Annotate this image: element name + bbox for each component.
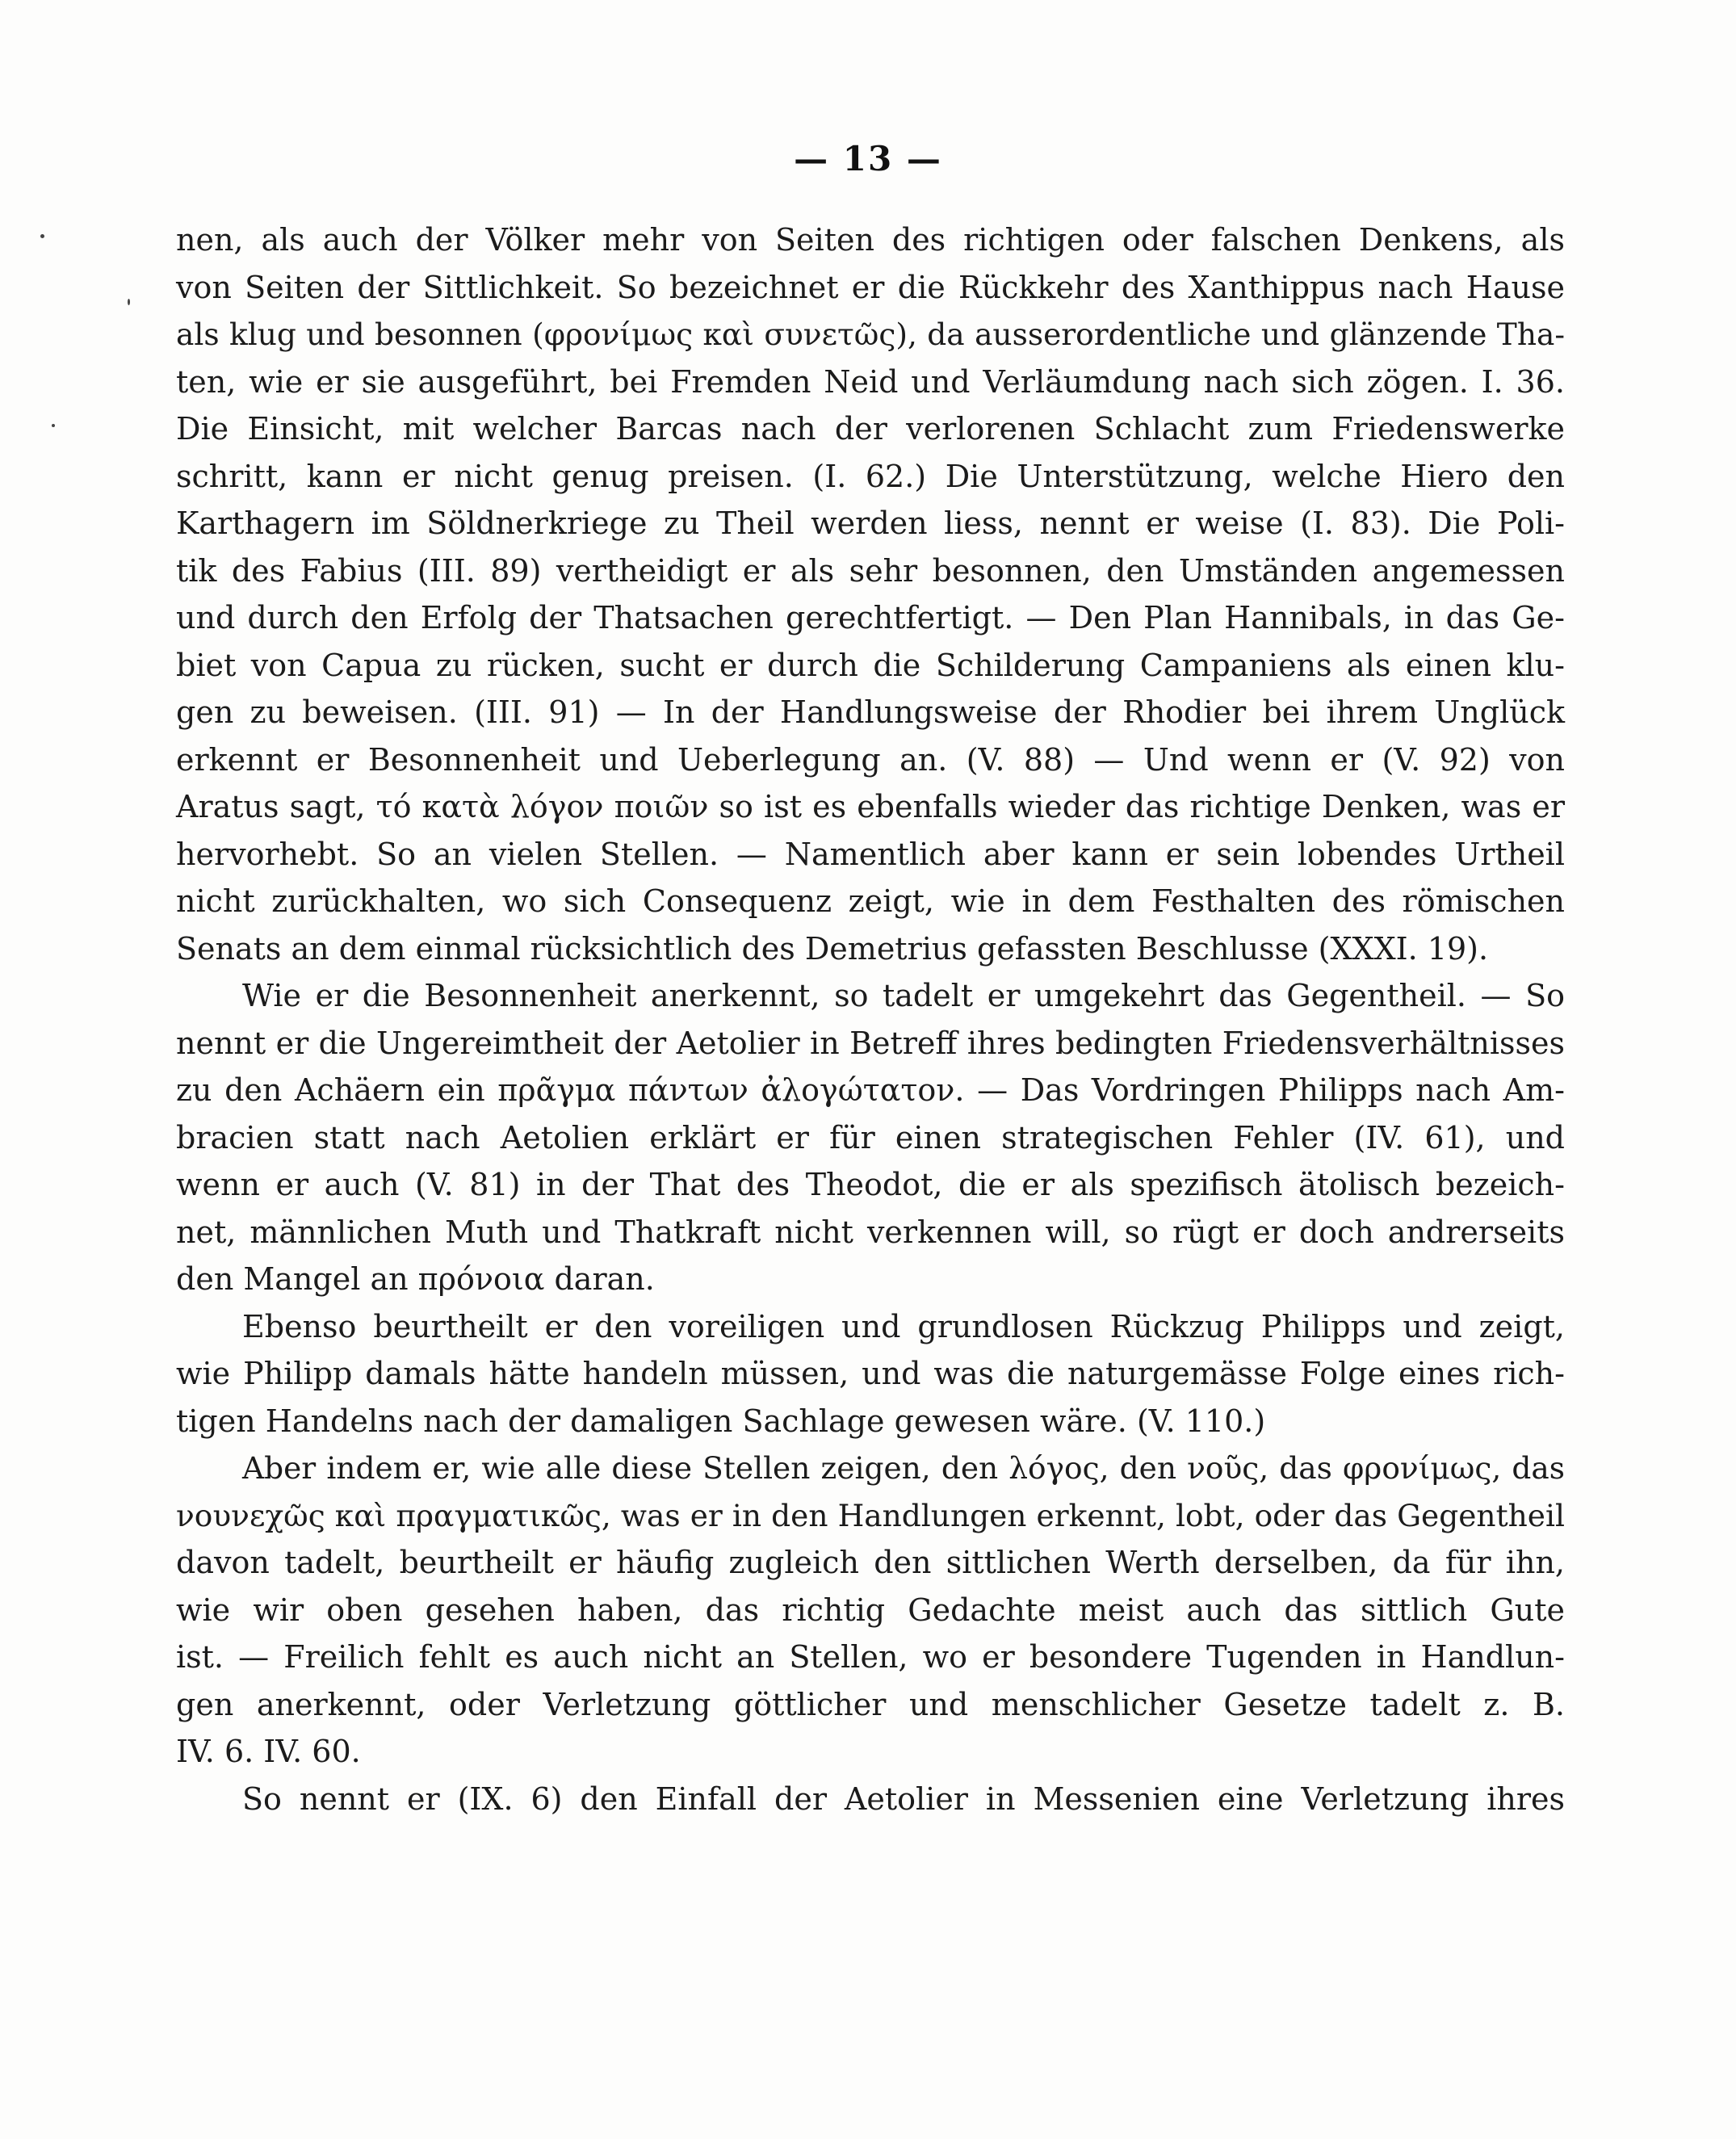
text-line: tigen Handelns nach der damaligen Sachlage gewesen wäre. (V. 110.) (176, 1403, 1266, 1439)
text-line: davon tadelt, beurtheilt er häufig zugleich den sittlichen Werth derselben, da für ihn, (176, 1545, 1565, 1580)
text-line: ten, wie er sie ausgeführt, bei Fremden Neid und Verläumdung nach sich zögen. I. 36. (176, 363, 1565, 400)
text-line: gen anerkennt, oder Verletzung göttlicher und menschlicher Gesetze tadelt z. B. (176, 1686, 1565, 1722)
body-text (176, 216, 1565, 1822)
text-line: Wie er die Besonnenheit anerkennt, so tadelt er umgekehrt das Gegentheil. — So (242, 978, 1565, 1013)
print-speck (128, 299, 130, 305)
text-line: hervorhebt. So an vielen Stellen. — Namentlich aber kann er sein lobendes Urtheil (176, 836, 1565, 872)
text-line: erkennt er Besonnenheit und Ueberlegung an. (V. 88) — Und wenn er (V. 92) von (176, 741, 1565, 778)
text-line: Aratus sagt, τό κατὰ λόγον ποιῶν so ist es ebenfalls wieder das richtige Denken, was er (176, 789, 1565, 824)
text-line: Senats an dem einmal rücksichtlich des Demetrius gefassten Beschlusse (XXXI. 19). (176, 930, 1489, 967)
text-line: ist. — Freilich fehlt es auch nicht an Stellen, wo er besondere Tugenden in Handlun- (176, 1639, 1565, 1675)
text-line: Karthagern im Söldnerkriege zu Theil werden liess, nennt er weise (I. 83). Die Poli- (176, 505, 1565, 541)
text-line: Aber indem er, wie alle diese Stellen zeigen, den λόγος, den νοῦς, das φρονίμως, das (242, 1450, 1565, 1486)
text-line: Die Einsicht, mit welcher Barcas nach der verlorenen Schlacht zum Friedenswerke (176, 411, 1565, 447)
page-number: — 13 — (794, 139, 942, 178)
text-line: gen zu beweisen. (III. 91) — In der Handlungsweise der Rhodier bei ihrem Unglück (176, 694, 1565, 730)
text-line: schritt, kann er nicht genug preisen. (I. 62.) Die Unterstützung, welche Hiero den (176, 458, 1565, 494)
text-line: tik des Fabius (III. 89) vertheidigt er als sehr besonnen, den Umständen angemessen (176, 552, 1565, 589)
text-line: biet von Capua zu rücken, sucht er durch die Schilderung Campaniens als einen klu- (176, 647, 1565, 683)
text-line: wie wir oben gesehen haben, das richtig Gedachte meist auch das sittlich Gute (176, 1592, 1565, 1628)
text-line: bracien statt nach Aetolien erklärt er für einen strategischen Fehler (IV. 61), und (176, 1119, 1565, 1155)
text-line: νουνεχῶς καὶ πραγματικῶς, was er in den Handlungen erkennt, lobt, oder das Gegentheil (176, 1497, 1565, 1533)
text-line: IV. 6. IV. 60. (176, 1734, 361, 1769)
text-line: und durch den Erfolg der Thatsachen gerechtfertigt. — Den Plan Hannibals, in das Ge- (176, 600, 1565, 635)
text-line: Ebenso beurtheilt er den voreiligen und grundlosen Rückzug Philipps und zeigt, (242, 1308, 1565, 1344)
print-speck (40, 234, 44, 238)
print-speck (52, 424, 55, 427)
text-line: wie Philipp damals hätte handeln müssen, und was die naturgemässe Folge eines rich- (176, 1356, 1565, 1391)
text-line: nen, als auch der Völker mehr von Seiten des richtigen oder falschen Denkens, als (176, 222, 1565, 258)
text-line: als klug und besonnen (φρονίμως καὶ συνετῶς), da ausserordentliche und glänzende Tha- (176, 317, 1565, 352)
text-line: nicht zurückhalten, wo sich Consequenz zeigt, wie in dem Festhalten des römischen (176, 883, 1565, 919)
text-line: von Seiten der Sittlichkeit. So bezeichnet er die Rückkehr des Xanthippus nach Hause (176, 269, 1565, 305)
text-line: net, männlichen Muth und Thatkraft nicht verkennen will, so rügt er doch andrerseits (176, 1214, 1565, 1250)
text-line: zu den Achäern ein πρᾶγμα πάντων ἀλογώτατον. — Das Vordringen Philipps nach Am- (176, 1072, 1565, 1108)
text-line: So nennt er (IX. 6) den Einfall der Aetolier in Messenien eine Verletzung ihres (242, 1780, 1565, 1817)
text-line: wenn er auch (V. 81) in der That des Theodot, die er als spezifisch ätolisch bezeich- (176, 1167, 1565, 1202)
text-line: nennt er die Ungereimtheit der Aetolier in Betreff ihres bedingten Friedensverhältnisses (176, 1025, 1565, 1061)
text-line: den Mangel an πρόνοια daran. (176, 1261, 655, 1297)
